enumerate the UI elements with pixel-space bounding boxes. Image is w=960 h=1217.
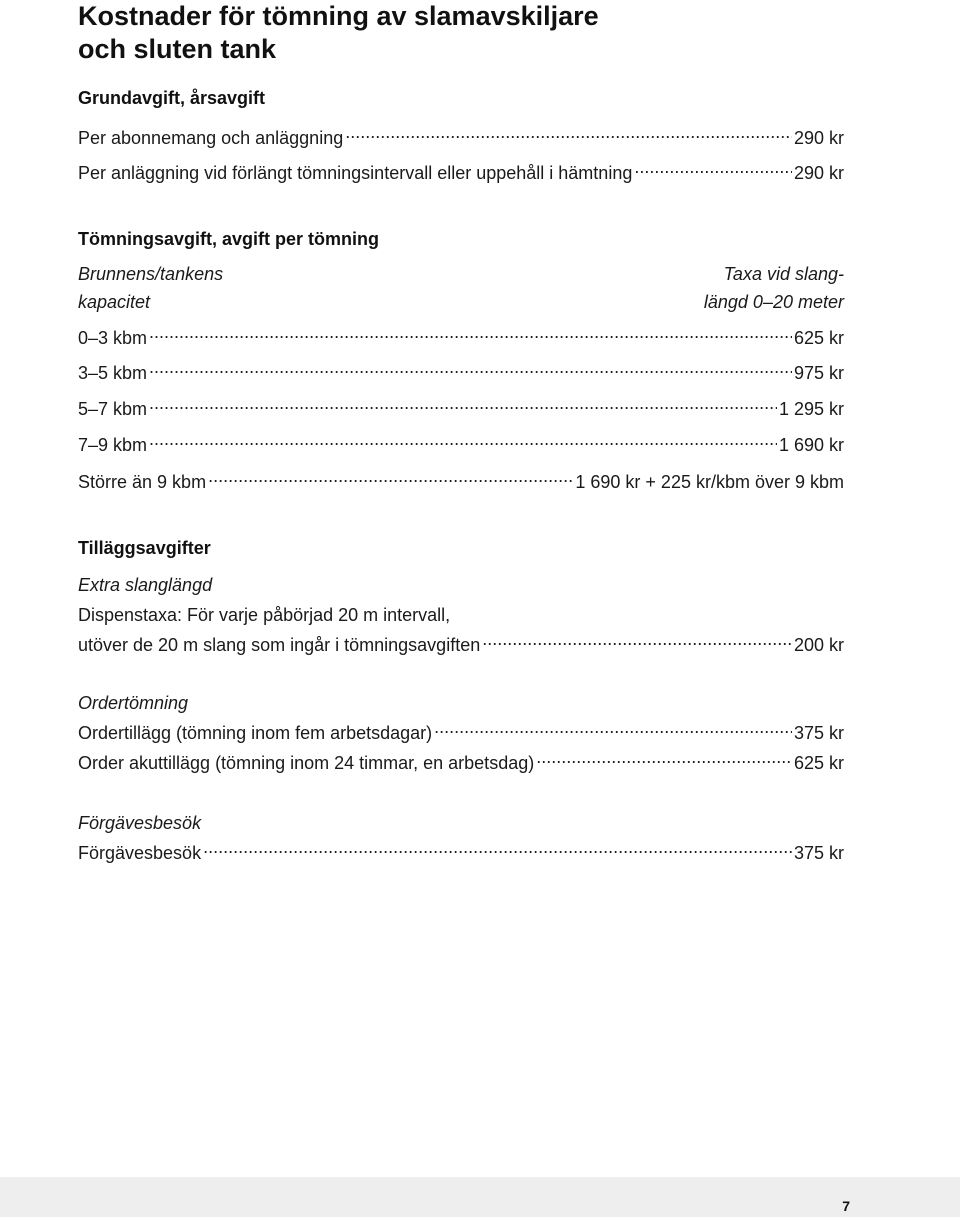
dot-leader [536, 751, 792, 769]
dot-leader [634, 161, 792, 179]
price-row-label: utöver de 20 m slang som ingår i tömningsavgiften [78, 635, 481, 655]
price-row-value: 975 kr [793, 363, 844, 383]
price-row-label: Per anläggning vid förlängt tömningsintervall eller uppehåll i hämtning [78, 163, 633, 183]
price-row-value: 625 kr [793, 328, 844, 348]
dot-leader [149, 361, 792, 379]
price-row-value: 1 690 kr [778, 435, 844, 455]
price-row [78, 397, 844, 421]
subheading-extra-slanglangd: Extra slanglängd [78, 575, 213, 595]
price-row-label: Förgävesbesök [78, 843, 202, 863]
price-row [78, 433, 844, 457]
dot-leader [208, 470, 573, 488]
price-row-label: Ordertillägg (tömning inom fem arbetsdagar) [78, 723, 433, 743]
price-row-label: Order akuttillägg (tömning inom 24 timmar, en arbetsdag) [78, 753, 535, 773]
price-row-value: 200 kr [793, 635, 844, 655]
page-title [78, 0, 844, 66]
dot-leader [203, 841, 792, 859]
price-row [78, 161, 844, 185]
column-heading-capacity-line1: Brunnens/tankens [78, 264, 224, 284]
section-heading-tillagg: Tilläggsavgifter [78, 538, 211, 558]
price-row-value: 375 kr [793, 843, 844, 863]
price-row [78, 633, 844, 657]
price-row [78, 751, 844, 775]
footer-bar [0, 1177, 960, 1217]
price-row-label: Per abonnemang och anläggning [78, 128, 344, 148]
dot-leader [345, 126, 792, 144]
price-row-label: Större än 9 kbm [78, 472, 207, 492]
price-row-value: 290 kr [793, 128, 844, 148]
price-row [78, 841, 844, 865]
subheading-forgavesbesok: Förgävesbesök [78, 813, 202, 833]
price-row-label: 5–7 kbm [78, 399, 148, 419]
dot-leader [482, 633, 792, 651]
price-row [78, 126, 844, 150]
price-row-value: 625 kr [793, 753, 844, 773]
column-heading-rate-line2: längd 0–20 meter [703, 292, 844, 312]
column-heading-rate-line1: Taxa vid slang- [723, 264, 844, 284]
dot-leader [149, 397, 777, 415]
title-line-2: och sluten tank [78, 34, 277, 64]
price-row [78, 361, 844, 385]
price-row [78, 721, 844, 745]
price-row-value: 375 kr [793, 723, 844, 743]
price-row [78, 326, 844, 350]
price-row-value: 1 690 kr + 225 kr/kbm över 9 kbm [575, 472, 844, 492]
price-row-label: 7–9 kbm [78, 435, 148, 455]
price-row [78, 470, 844, 494]
price-row-label: 0–3 kbm [78, 328, 148, 348]
column-heading-rate [544, 260, 844, 316]
section-heading-tomningsavgift: Tömningsavgift, avgift per tömning [78, 229, 379, 249]
column-heading-capacity [78, 260, 378, 316]
title-line-1: Kostnader för tömning av slamavskiljare [78, 1, 599, 31]
dot-leader [434, 721, 792, 739]
section-heading-grundavgift: Grundavgift, årsavgift [78, 88, 266, 108]
price-row-value: 1 295 kr [778, 399, 844, 419]
price-row-value: 290 kr [793, 163, 844, 183]
subheading-ordertomning: Ordertömning [78, 693, 189, 713]
page-number: 7 [842, 1198, 850, 1214]
column-heading-capacity-line2: kapacitet [78, 292, 151, 312]
dispens-description-line1: Dispenstaxa: För varje påbörjad 20 m intervall, [78, 605, 451, 625]
dot-leader [149, 433, 777, 451]
price-row-label: 3–5 kbm [78, 363, 148, 383]
dot-leader [149, 326, 792, 344]
